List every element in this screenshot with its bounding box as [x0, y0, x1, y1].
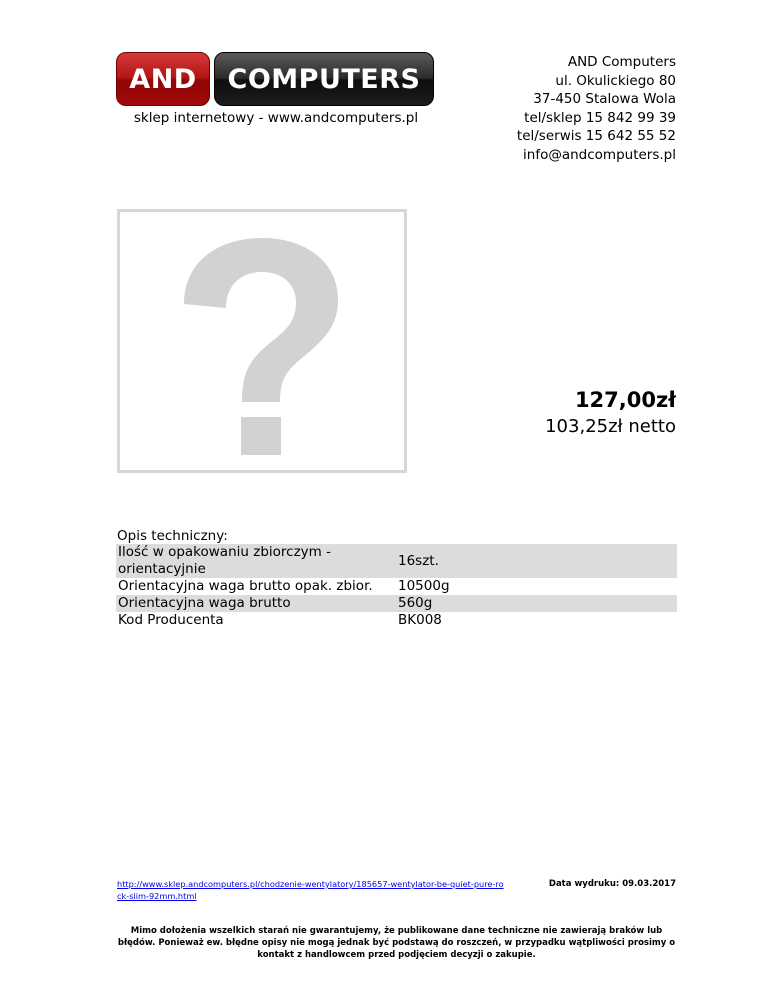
print-date: Data wydruku: 09.03.2017 — [548, 879, 676, 889]
logo-and-badge: AND — [116, 52, 210, 106]
spec-row — [116, 578, 677, 595]
spec-value: BK008 — [398, 612, 442, 628]
company-name: AND Computers — [567, 54, 676, 70]
street-address: ul. Okulickiego 80 — [555, 72, 676, 89]
product-image-placeholder — [117, 209, 407, 473]
spec-row — [116, 612, 677, 629]
service-phone: tel/serwis 15 642 55 52 — [516, 128, 676, 144]
question-mark-placeholder-icon — [120, 212, 404, 470]
store-tagline: sklep internetowy - www.andcomputers.pl — [133, 110, 419, 126]
shop-phone: tel/sklep 15 842 99 39 — [524, 109, 676, 126]
spec-label: Orientacyjna waga brutto opak. zbior. — [118, 578, 373, 594]
spec-value: 16szt. — [396, 544, 677, 578]
and-computers-logo — [116, 52, 436, 108]
contact-email: info@andcomputers.pl — [523, 146, 676, 163]
spec-label: Orientacyjna waga brutto — [116, 595, 396, 612]
spec-row — [116, 544, 677, 578]
price-gross: 127,00zł — [574, 388, 676, 412]
spec-label: Kod Producenta — [118, 612, 224, 628]
spec-table — [116, 544, 677, 629]
spec-label: Ilość w opakowaniu zbiorczym - orientacyjnie — [116, 544, 396, 578]
spec-value: 10500g — [398, 578, 450, 594]
spec-title: Opis techniczny: — [117, 528, 228, 544]
postal-city: 37-450 Stalowa Wola — [533, 91, 676, 107]
company-address — [517, 53, 676, 164]
logo-computers-badge: COMPUTERS — [214, 52, 434, 106]
disclaimer-text: Mimo dołożenia wszelkich starań nie gwarantujemy, że publikowane dane techniczne nie zawierają braków lub błędów. Ponieważ ew. błędne opisy nie mogą jednak być podstawą do roszczeń, w przypadku wątpliwości prosimy o kontakt z handlowcem przed podjęciem decyzji o zakupie. — [117, 926, 676, 960]
price-net: 103,25zł netto — [545, 416, 676, 437]
product-url-link[interactable]: http://www.sklep.andcomputers.pl/chodzenie-wentylatory/185657-wentylator-be-quiet-pure-rock-slim-92mm.html — [117, 879, 504, 901]
spec-value: 560g — [396, 595, 677, 612]
spec-row — [116, 595, 677, 612]
